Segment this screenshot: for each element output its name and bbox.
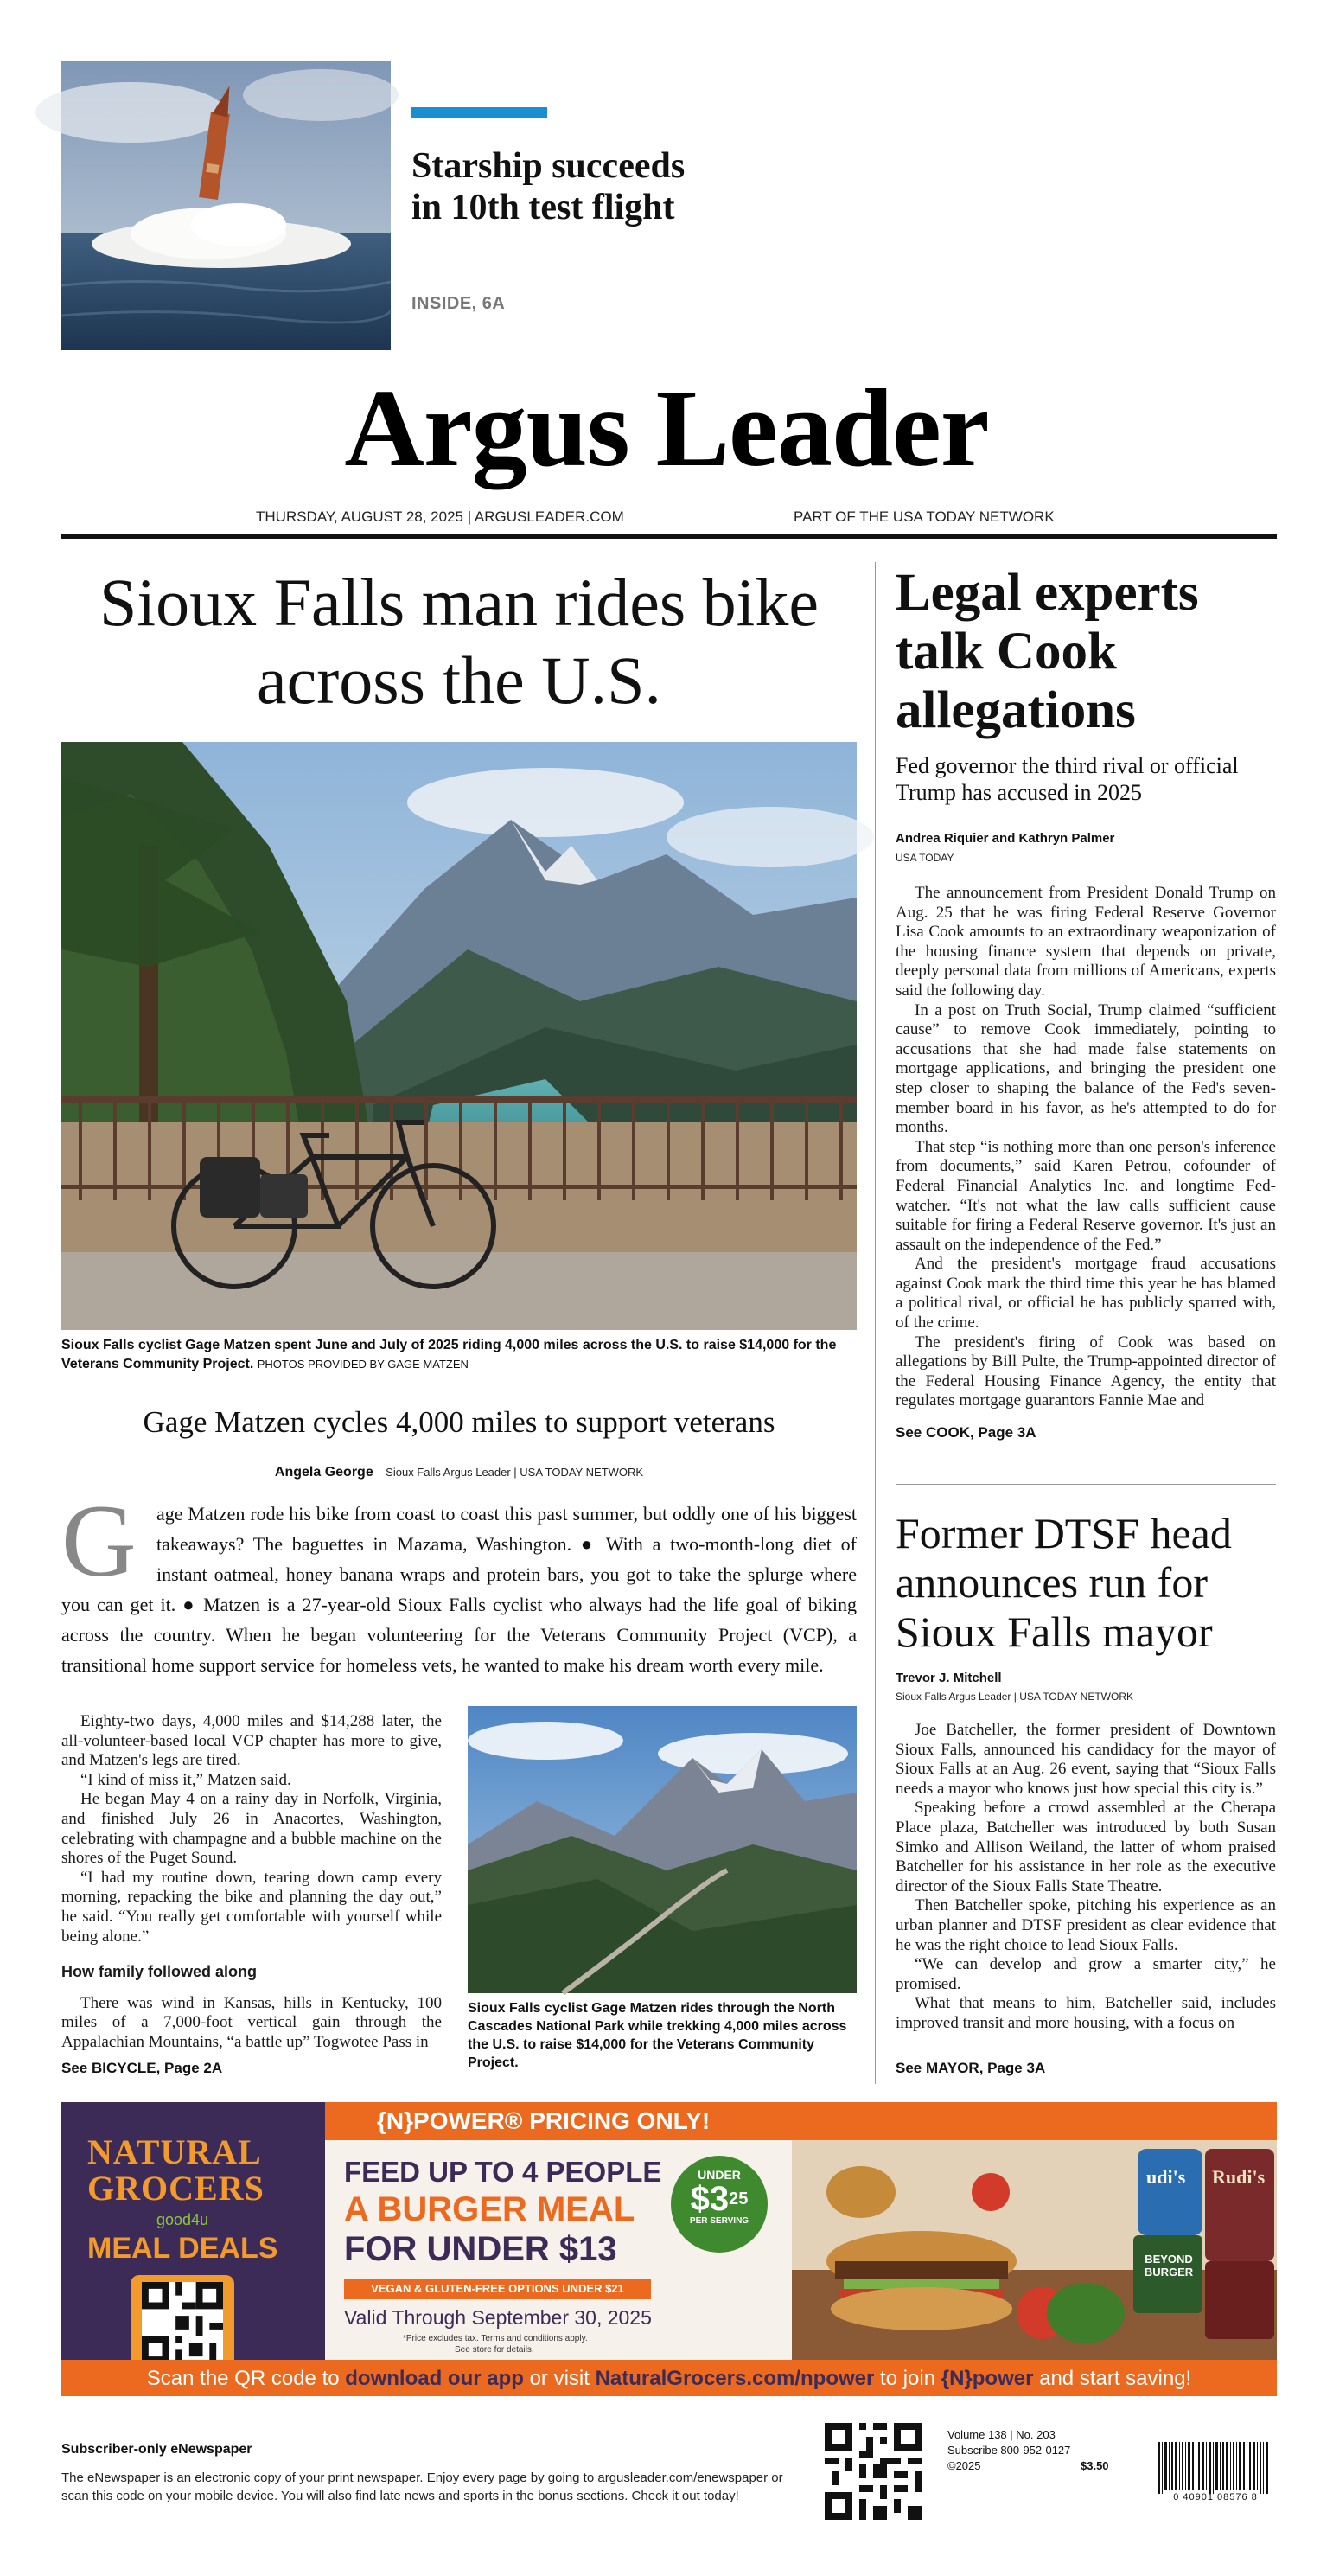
- ad-badge-cents: 25: [729, 2189, 749, 2208]
- barcode-icon: [1155, 2442, 1276, 2494]
- ad-cta: [61, 2367, 1277, 2391]
- masthead-rule: [61, 534, 1277, 539]
- ad-cta-bar[interactable]: [61, 2360, 1277, 2396]
- cook-jump[interactable]: See COOK, Page 3A: [896, 1424, 1036, 1441]
- ad-brand-panel: [61, 2102, 325, 2396]
- ad-product-rudis: Rudi's: [1212, 2166, 1266, 2188]
- ad-cta-5: to join: [874, 2367, 941, 2390]
- cyclist-overlook-image: [61, 742, 857, 1330]
- ad-meal-deals: MEAL DEALS: [87, 2232, 278, 2265]
- lead-paragraph: Eighty-two days, 4,000 miles and $14,288 later, the all-volunteer-based local VCP chapter has more to give, and Matzen's legs are tired.: [61, 1712, 442, 1770]
- ad-cta-7: and start saving!: [1033, 2367, 1192, 2390]
- lead-photo-credit: PHOTOS PROVIDED BY GAGE MATZEN: [257, 1358, 469, 1371]
- column-divider: [875, 562, 876, 2084]
- ad-qr-code-icon: [141, 2282, 224, 2363]
- teaser-accent-bar: [411, 107, 547, 118]
- ad-food-photo: [792, 2140, 1277, 2360]
- mayor-byline-org: Sioux Falls Argus Leader | USA TODAY NETWORK: [896, 1691, 1133, 1703]
- lead-intro: [61, 1499, 857, 1680]
- cook-deck: Fed governor the third rival or official Trump has accused in 2025: [896, 753, 1239, 805]
- footer-copyright: ©2025: [947, 2459, 981, 2472]
- ad-headline-3: FOR UNDER $13: [344, 2230, 617, 2268]
- ad-badge-top: UNDER: [698, 2168, 741, 2182]
- ad-headline-2: A BURGER MEAL: [344, 2190, 635, 2228]
- ad-product-udis: udi's: [1146, 2166, 1186, 2188]
- mayor-body: [896, 1721, 1276, 2032]
- barcode-digits: 0 40901 08576 8: [1173, 2492, 1258, 2502]
- lead-byline-org: Sioux Falls Argus Leader | USA TODAY NETWORK: [386, 1466, 644, 1479]
- ad-price-badge: [671, 2156, 768, 2253]
- footer-volume: Volume 138 | No. 203: [947, 2428, 1056, 2441]
- lead-body-column: [61, 1712, 442, 2053]
- ad-valid: Valid Through September 30, 2025: [344, 2306, 652, 2329]
- cook-byline-org: USA TODAY: [896, 852, 954, 864]
- ad-ribbon-strip: [325, 2102, 1277, 2140]
- ad-brand-line2: GROCERS: [87, 2169, 265, 2208]
- lead-paragraph: “I had my routine down, tearing down camp every morning, repacking the bike and planning the day out,” he said. “You really get comfortable with yourself while being alone.”: [61, 1868, 442, 1946]
- cook-paragraph: The announcement from President Donald Trump on Aug. 25 that he was firing Federal Reserve Governor Lisa Cook amounts to an extraordinary weaponization of the housing finance system that depends on private, deeply personal data from millions of Americans, experts said the following day.: [896, 884, 1276, 1000]
- lead-jump[interactable]: See BICYCLE, Page 2A: [61, 2060, 223, 2076]
- lead-subhead[interactable]: Gage Matzen cycles 4,000 miles to support veterans: [143, 1405, 775, 1439]
- cook-body: [896, 884, 1276, 1410]
- mayor-paragraph: What that means to him, Batcheller said, includes improved transit and more housing, with a focus on: [896, 1994, 1276, 2032]
- lead-paragraph: “I kind of miss it,” Matzen said.: [80, 1770, 291, 1789]
- footer-price: $3.50: [1081, 2459, 1109, 2472]
- lead-section-head: How family followed along: [61, 1963, 258, 1981]
- lead-byline-name: Angela George: [274, 1465, 373, 1480]
- cook-paragraph: The president's firing of Cook was based on allegations by Bill Pulte, the Trump-appointed director of the Federal Housing Finance Agency, the entity that regulates mortgage guarantors Fannie Mae and: [896, 1333, 1276, 1410]
- mayor-paragraph: Speaking before a crowd assembled at the Cherapa Place plaza, Batcheller was introduced by both Susan Simko and Allison Weiland, the latter of whom praised Batcheller for his assistance in her role as the executive director of the Sioux Falls State Theatre.: [896, 1799, 1276, 1895]
- footer-qr-code-icon: [825, 2423, 922, 2520]
- ad-badge-bottom: PER SERVING: [689, 2216, 749, 2226]
- mayor-paragraph: Joe Batcheller, the former president of Downtown Sioux Falls, announced his candidacy for the mayor of Sioux Falls at an Aug. 26 event, saying that “Sioux Falls needs a mayor who knows just how special this city is.”: [896, 1721, 1276, 1798]
- cook-paragraph: In a post on Truth Social, Trump claimed “sufficient cause” to remove Cook immediately, pointing to accusations that she had made false statements on mortgage applications, and bringing the president one step closer to shaping the balance of the Fed's seven-member board in his favor, as he's attempted to do for months.: [896, 1000, 1276, 1137]
- ad-ribbon: {N}POWER® PRICING ONLY!: [377, 2107, 711, 2134]
- ad-cta-3: or visit: [523, 2367, 596, 2390]
- ad-qr-frame[interactable]: [131, 2275, 234, 2370]
- natural-grocers-ad[interactable]: [61, 2102, 1277, 2396]
- lead-drop-cap: G: [61, 1483, 137, 1598]
- starship-launch-image: [61, 61, 391, 350]
- masthead-network: PART OF THE USA TODAY NETWORK: [794, 508, 1055, 525]
- teaser-location: INSIDE, 6A: [411, 294, 506, 313]
- ad-badge-price: $3: [690, 2180, 730, 2218]
- lead-paragraph: There was wind in Kansas, hills in Kentucky, 100 miles of a 7,000-foot vertical gain through the Appalachian Mountains, “a battle up” Togwotee Pass in: [61, 1993, 442, 2051]
- ad-fine-print-1: *Price excludes tax. Terms and conditions apply.: [403, 2334, 588, 2343]
- cook-divider: [896, 1484, 1276, 1485]
- footer-title: Subscriber-only eNewspaper: [61, 2442, 252, 2457]
- ad-vegan-bar: VEGAN & GLUTEN-FREE OPTIONS UNDER $21: [344, 2279, 651, 2299]
- lead-photo-caption-text: Sioux Falls cyclist Gage Matzen spent June and July of 2025 riding 4,000 miles across the U.S. to raise $14,000 for the Veterans Community Project.: [61, 1338, 837, 1371]
- ad-brand-tagline: good4u: [156, 2211, 209, 2228]
- cook-byline-name: Andrea Riquier and Kathryn Palmer: [896, 831, 1115, 846]
- lead-headline[interactable]: Sioux Falls man rides bike across the U.S.: [99, 565, 819, 718]
- teaser-photo[interactable]: [61, 61, 391, 350]
- lead-intro-text: age Matzen rode his bike from coast to coast this past summer, but oddly one of his biggest takeaways? The baguettes in Mazama, Washington. ● With a two-month-long diet of instant oatmeal, honey banana wraps and protein bars, you got to take the splurge where you can get it. ● Matzen is a 27-year-old Sioux Falls cyclist who always had the life goal of biking across the country. When he began volunteering for the Veterans Community Project (VCP), a transitional home support service for homeless vets, he wanted to make his dream worth every mile.: [61, 1503, 857, 1676]
- north-cascades-image: [468, 1706, 857, 1993]
- lead-photo[interactable]: [61, 742, 857, 1330]
- footer-subscribe: Subscribe 800-952-0127: [947, 2444, 1071, 2457]
- ad-cta-6: {N}power: [941, 2367, 1034, 2390]
- lead-photo-caption: [61, 1336, 857, 1374]
- mayor-byline-name: Trevor J. Mitchell: [896, 1671, 1002, 1685]
- mayor-paragraph: “We can develop and grow a smarter city,” he promised.: [896, 1955, 1276, 1993]
- footer-text: The eNewspaper is an electronic copy of your print newspaper. Enjoy every page by going to argusleader.com/enewspaper or scan this code on your mobile device. You will also find late news and sports in the bonus sections. Check it out today!: [61, 2471, 783, 2503]
- lead-paragraph: He began May 4 on a rainy day in Norfolk, Virginia, and finished July 26 in Anacortes, Washington, celebrating with champagne and a bubble machine on the shores of the Puget Sound.: [61, 1790, 442, 1868]
- burger-meal-image: [792, 2140, 1277, 2360]
- cook-paragraph: And the president's mortgage fraud accusations against Cook mark the third time this year he has blamed a political rival, or official he has publicly sparred with, of the crime.: [896, 1255, 1276, 1333]
- masthead-dateline: THURSDAY, AUGUST 28, 2025 | ARGUSLEADER.COM: [256, 508, 624, 525]
- ad-badge-price-row: [671, 2182, 768, 2216]
- footer-barcode: [1155, 2442, 1276, 2502]
- mayor-jump[interactable]: See MAYOR, Page 3A: [896, 2060, 1046, 2076]
- lead-byline: [61, 1465, 857, 1480]
- ad-headline-1: FEED UP TO 4 PEOPLE: [344, 2156, 662, 2188]
- ad-cta-1: Scan the QR code to: [146, 2367, 346, 2390]
- cook-paragraph: That step “is nothing more than one person's inference from documents,” said Karen Petrou, cofounder of Federal Financial Analytics Inc. and longtime Fed-watcher. “It's not what the law calls sufficient cause suitable for firing a Federal Reserve governor. It's just an assault on the independence of the Fed.”: [896, 1137, 1276, 1254]
- mayor-headline[interactable]: Former DTSF head announces run for Sioux Falls mayor: [896, 1509, 1232, 1656]
- cook-headline[interactable]: Legal experts talk Cook allegations: [896, 564, 1199, 739]
- ad-product-beyond: BEYOND BURGER: [1144, 2253, 1194, 2279]
- ad-cta-2[interactable]: download our app: [345, 2367, 524, 2390]
- lead-second-photo-caption: Sioux Falls cyclist Gage Matzen rides through the North Cascades National Park while trekking 4,000 miles across the U.S. to raise $14,000 for the Veterans Community Project.: [468, 2001, 847, 2070]
- lead-second-photo[interactable]: [468, 1706, 857, 1993]
- mayor-paragraph: Then Batcheller spoke, pitching his experience as an urban planner and DTSF president as clear evidence that he was the right choice to lead Sioux Falls.: [896, 1896, 1276, 1954]
- ad-brand-line1: NATURAL: [87, 2132, 262, 2171]
- ad-fine-print-2: See store for details.: [455, 2345, 534, 2355]
- footer-qr[interactable]: [825, 2423, 922, 2520]
- ad-offer-panel: [325, 2140, 792, 2360]
- teaser-headline[interactable]: Starship succeeds in 10th test flight: [411, 146, 686, 227]
- masthead-title[interactable]: Argus Leader: [344, 367, 989, 489]
- ad-cta-4[interactable]: NaturalGrocers.com/npower: [595, 2367, 875, 2390]
